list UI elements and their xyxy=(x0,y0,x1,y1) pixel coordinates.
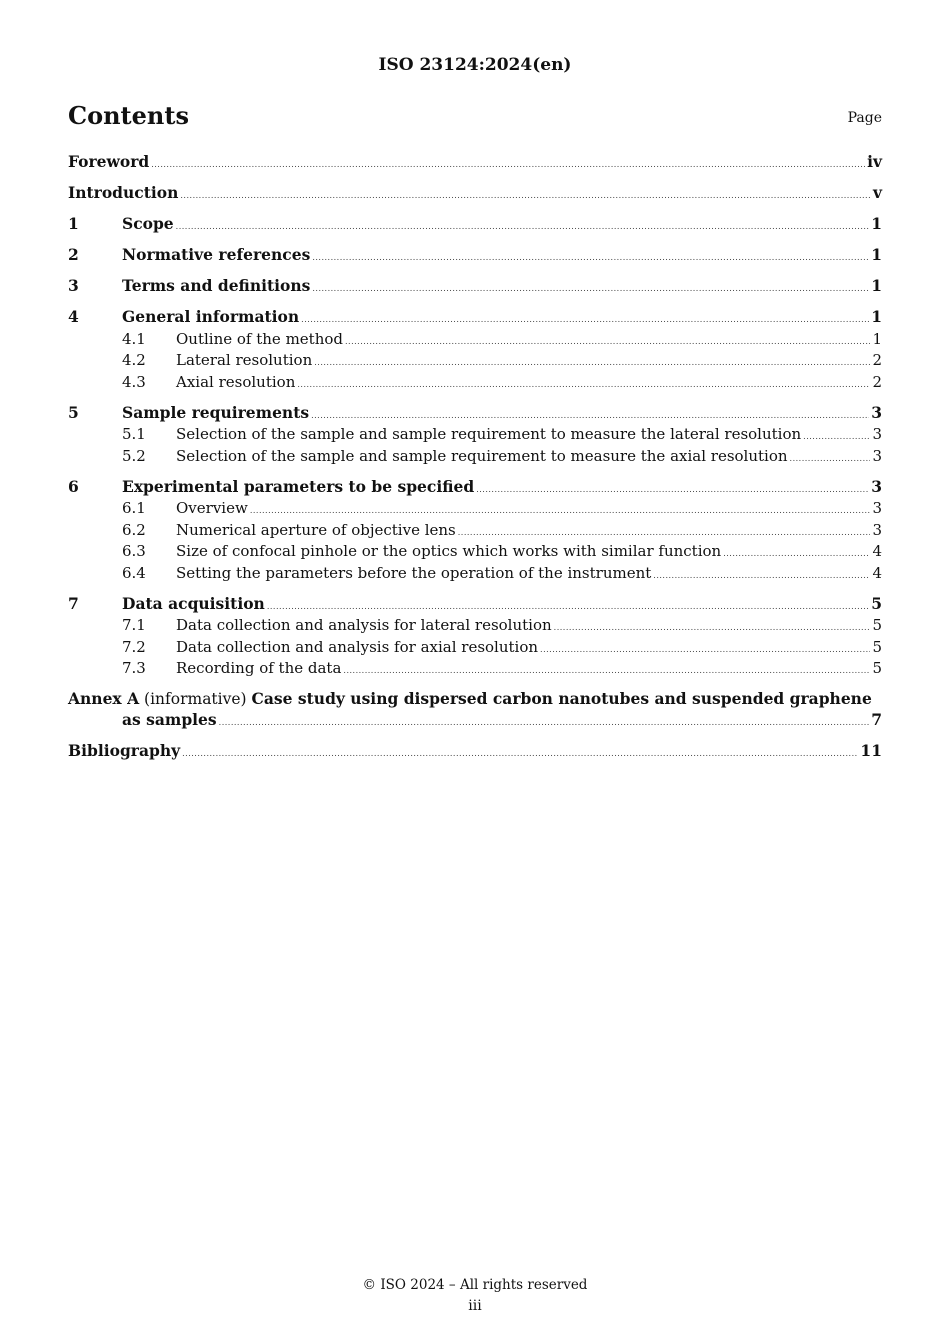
toc-entry-6-4[interactable] xyxy=(68,564,882,586)
toc-title: Selection of the sample and sample requirement to measure the axial resolution xyxy=(176,446,788,465)
toc-number: 6.3 xyxy=(122,542,146,560)
footer-copyright: © ISO 2024 – All rights reserved xyxy=(362,1277,588,1293)
contents-title: Contents xyxy=(68,101,189,130)
toc-page: 4 xyxy=(872,563,882,582)
toc-page: 3 xyxy=(872,520,882,539)
toc-title: Foreword xyxy=(68,152,150,171)
dot-leader xyxy=(554,618,871,638)
toc-number: 5 xyxy=(68,402,79,422)
toc-page: iv xyxy=(867,152,882,171)
toc-title: Data collection and analysis for lateral resolution xyxy=(176,616,552,634)
toc-number: 4.3 xyxy=(122,372,146,391)
toc-entry-section-3[interactable] xyxy=(68,276,882,299)
toc-page: 5 xyxy=(872,659,882,677)
toc-title: Bibliography xyxy=(68,740,181,760)
dot-leader xyxy=(250,501,871,521)
toc-entry-7-2[interactable] xyxy=(68,638,882,660)
dot-leader xyxy=(176,217,870,237)
annex-title-line1 xyxy=(68,689,882,710)
dot-leader xyxy=(180,186,871,206)
toc-page: 5 xyxy=(872,637,882,656)
toc-number: 4.2 xyxy=(122,351,146,369)
toc-title: Normative references xyxy=(122,245,311,264)
toc-entry-section-2[interactable] xyxy=(68,245,882,268)
toc-title: General information xyxy=(122,307,300,326)
toc-number: 4 xyxy=(68,307,79,326)
toc-page: 1 xyxy=(871,276,882,295)
toc-title: Outline of the method xyxy=(176,329,343,348)
dot-leader xyxy=(790,449,871,469)
toc-entry-4-1[interactable] xyxy=(68,330,882,352)
toc-number: 7.1 xyxy=(122,616,146,634)
toc-page: 2 xyxy=(872,351,882,369)
toc-title: Setting the parameters before the operation of the instrument xyxy=(176,563,652,582)
dot-leader xyxy=(345,332,870,352)
toc-number: 6.4 xyxy=(122,563,146,582)
toc-page: 3 xyxy=(872,446,882,465)
annex-title-continued: as samples xyxy=(122,709,217,729)
dot-leader xyxy=(311,406,869,426)
dot-leader xyxy=(458,523,871,543)
toc-title: Terms and definitions xyxy=(122,276,311,295)
dot-leader xyxy=(182,744,858,764)
toc-page: 3 xyxy=(872,425,882,443)
dot-leader xyxy=(301,310,869,330)
toc-title: Scope xyxy=(122,214,174,233)
toc-page: v xyxy=(872,183,882,202)
dot-leader xyxy=(723,544,870,564)
toc-page: 3 xyxy=(871,402,882,422)
dot-leader xyxy=(314,353,870,373)
dot-leader xyxy=(151,155,865,175)
toc-title: Experimental parameters to be specified xyxy=(122,476,475,496)
dot-leader xyxy=(343,661,870,681)
toc-page: 5 xyxy=(872,616,882,634)
toc-page: 7 xyxy=(871,709,882,729)
toc-number: 6.2 xyxy=(122,520,146,539)
toc-page: 1 xyxy=(871,214,882,233)
toc-number: 6.1 xyxy=(122,499,146,517)
dot-leader xyxy=(219,713,870,733)
annex-title: Case study using dispersed carbon nanotubes and suspended graphene xyxy=(251,689,872,708)
toc-entry-section-6[interactable] xyxy=(68,477,882,500)
toc-title: Size of confocal pinhole or the optics which works with similar function xyxy=(176,542,722,560)
toc-page: 1 xyxy=(871,307,882,326)
toc-page: 4 xyxy=(872,542,882,560)
dot-leader xyxy=(267,597,869,617)
toc-entry-4-2[interactable] xyxy=(68,351,882,373)
dot-leader xyxy=(803,427,870,447)
toc-page: 5 xyxy=(871,593,882,613)
toc-entry-5-2[interactable] xyxy=(68,447,882,469)
annex-kind: (informative) xyxy=(144,690,247,708)
toc-entry-4-3[interactable] xyxy=(68,373,882,395)
toc-page: 1 xyxy=(871,245,882,264)
toc-title: Introduction xyxy=(68,183,179,202)
toc-page: 3 xyxy=(871,476,882,496)
footer-page-number: iii xyxy=(468,1298,482,1314)
toc-title: Axial resolution xyxy=(176,372,296,391)
toc-entry-5-1[interactable] xyxy=(68,425,882,447)
toc-title: Recording of the data xyxy=(176,659,342,677)
toc-entry-introduction[interactable] xyxy=(68,183,882,206)
toc-title: Selection of the sample and sample requirement to measure the lateral resolution xyxy=(176,425,802,443)
toc-title: Sample requirements xyxy=(122,402,310,422)
dot-leader xyxy=(312,248,869,268)
table-of-contents xyxy=(68,152,882,763)
toc-page: 2 xyxy=(872,372,882,391)
toc-entry-6-2[interactable] xyxy=(68,521,882,543)
toc-number: 5.1 xyxy=(122,425,146,443)
toc-number: 7.2 xyxy=(122,637,146,656)
dot-leader xyxy=(653,566,870,586)
toc-entry-section-5[interactable] xyxy=(68,403,882,426)
toc-page: 3 xyxy=(872,499,882,517)
document-id: ISO 23124:2024(en) xyxy=(378,55,572,75)
toc-number: 7.3 xyxy=(122,659,146,677)
dot-leader xyxy=(312,279,869,299)
toc-entry-6-3[interactable] xyxy=(68,542,882,564)
toc-entry-7-3[interactable] xyxy=(68,659,882,681)
annex-label: Annex A xyxy=(68,689,140,708)
toc-entry-6-1[interactable] xyxy=(68,499,882,521)
toc-number: 3 xyxy=(68,276,79,295)
toc-title: Lateral resolution xyxy=(176,351,313,369)
toc-entry-section-4[interactable] xyxy=(68,307,882,330)
toc-number: 6 xyxy=(68,476,79,496)
toc-number: 5.2 xyxy=(122,446,146,465)
toc-number: 7 xyxy=(68,593,79,613)
toc-entry-foreword[interactable] xyxy=(68,152,882,175)
toc-title: Numerical aperture of objective lens xyxy=(176,520,456,539)
page-column-label: Page xyxy=(847,110,882,126)
dot-leader xyxy=(476,480,869,500)
dot-leader xyxy=(540,640,870,660)
toc-entry-section-7[interactable] xyxy=(68,594,882,617)
toc-title: Data acquisition xyxy=(122,593,265,613)
toc-page: 1 xyxy=(872,329,882,348)
annex-title-line2 xyxy=(68,710,882,733)
dot-leader xyxy=(297,375,870,395)
toc-title: Data collection and analysis for axial resolution xyxy=(176,637,539,656)
toc-entry-annex-a[interactable] xyxy=(68,689,882,732)
toc-entry-7-1[interactable] xyxy=(68,616,882,638)
toc-entry-section-1[interactable] xyxy=(68,214,882,237)
toc-number: 4.1 xyxy=(122,329,146,348)
toc-number: 1 xyxy=(68,214,79,233)
toc-entry-bibliography[interactable] xyxy=(68,741,882,764)
toc-number: 2 xyxy=(68,245,79,264)
toc-page: 11 xyxy=(860,740,882,760)
toc-title: Overview xyxy=(176,499,248,517)
